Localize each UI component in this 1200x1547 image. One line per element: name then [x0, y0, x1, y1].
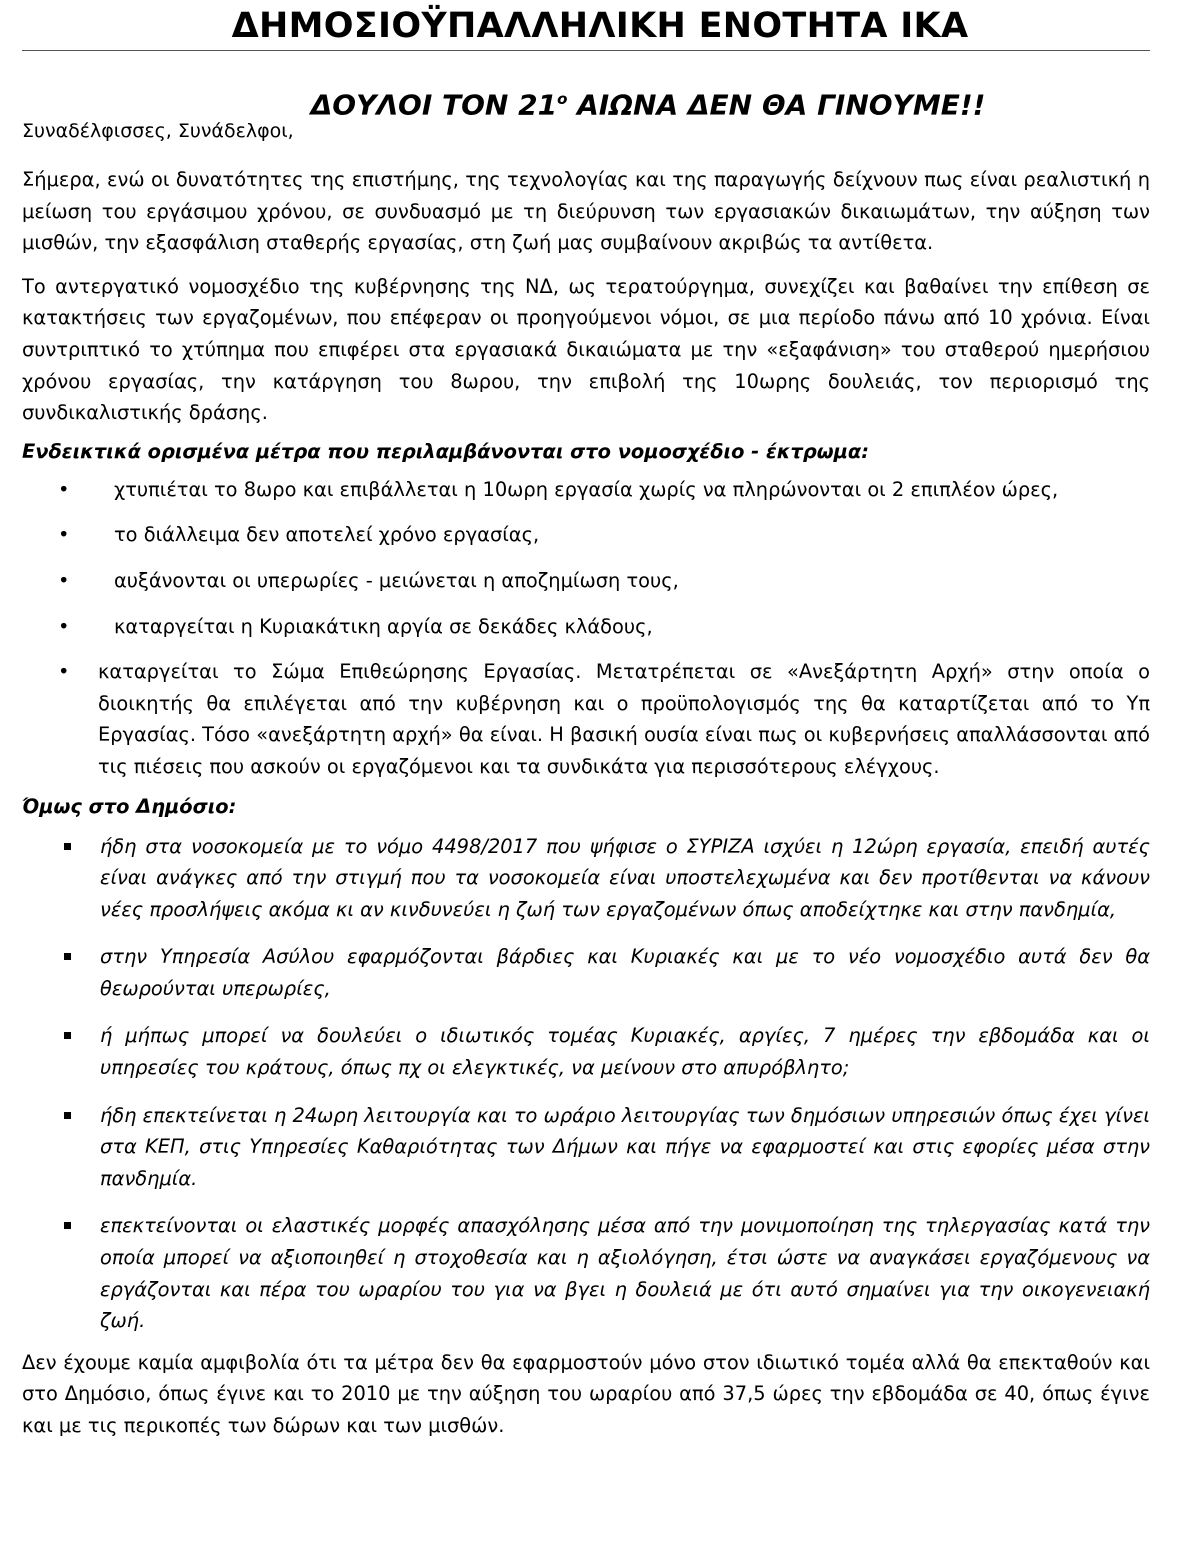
list-item: [22, 1020, 1150, 1083]
list-item-text: καταργείται η Κυριακάτικη αργία σε δεκάδες κλάδους,: [114, 614, 653, 638]
list-item: [22, 565, 1150, 597]
list-item-text: το διάλλειμα δεν αποτελεί χρόνο εργασίας,: [114, 523, 540, 547]
list-item-text: ήδη στα νοσοκομεία με το νόμο 4498/2017 που ψήφισε ο ΣΥΡΙΖΑ ισχύει η 12ώρη εργασία, επειδή αυτές είναι ανάγκες από την στιγμή που τα νοσοκομεία είναι υποστελεχωμένα και δεν προτίθενται να κάνουν νέες προσλήψεις ακόμα κι αν κινδυνεύει η ζωή των εργαζομένων όπως αποδείχτηκε και στην πανδημία,: [100, 834, 1150, 921]
public-sector-list: [22, 831, 1150, 1337]
bullet-icon: •: [58, 477, 70, 501]
headline-text-start: ΔΟΥΛΟΙ ΤΟΝ 21: [310, 88, 558, 122]
intro-paragraph: Σήμερα, ενώ οι δυνατότητες της επιστήμης, της τεχνολογίας και της παραγωγής δείχνουν πως είναι ρεαλιστική η μείωση του εργάσιμου χρόνου, σε συνδυασμό με τη διεύρυνση των εργασιακών δικαιωμάτων, την αύξηση των μισθών, την εξασφάλιση σταθερής εργασίας, στη ζωή μας συμβαίνουν ακριβώς τα αντίθετα.: [22, 168, 1150, 255]
list-item-text: αυξάνονται οι υπερωρίες - μειώνεται η αποζημίωση τους,: [114, 568, 679, 592]
square-bullet-icon: [64, 1222, 71, 1229]
measures-list: [22, 474, 1150, 783]
bullet-icon: •: [58, 660, 70, 684]
list-item: [22, 611, 1150, 643]
headline-text-end: ΑΙΩΝΑ ΔΕΝ ΘΑ ΓΙΝΟΥΜΕ!!: [567, 88, 986, 122]
list-item-text: επεκτείνονται οι ελαστικές μορφές απασχόλησης μέσα από την μονιμοποίηση της τηλεργασίας κατά την οποία μπορεί να αξιοποιηθεί η στοχοθεσία και η αξιολόγηση, έτσι ώστε να αναγκάσει εργαζόμενους να εργάζονται και πέρα του ωραρίου του για να βγει η δουλειά με ότι αυτό σημαίνει για την οικογενειακή ζωή.: [100, 1214, 1150, 1333]
list-item: [22, 474, 1150, 506]
bullet-icon: •: [58, 523, 70, 547]
bullet-icon: •: [58, 568, 70, 592]
square-bullet-icon: [64, 843, 71, 850]
square-bullet-icon: [64, 1032, 71, 1039]
list-item: [22, 1100, 1150, 1195]
public-sector-heading: Όμως στο Δημόσιο:: [22, 794, 237, 818]
headline: [22, 51, 1150, 122]
bullet-icon: •: [58, 614, 70, 638]
list-item-text: ήδη επεκτείνεται η 24ωρη λειτουργία και το ωράριο λειτουργίας των δημόσιων υπηρεσιών όπως έχει γίνει στα ΚΕΠ, στις Υπηρεσίες Καθαριότητας των Δήμων και πήγε να εφαρμοστεί και στις εφορίες μέσα στην πανδημία.: [100, 1103, 1150, 1190]
list-item-text: ή μήπως μπορεί να δουλεύει ο ιδιωτικός τομέας Κυριακές, αργίες, 7 ημέρες την εβδομάδα και οι υπηρεσίες του κράτους, όπως πχ οι ελεγκτικές, να μείνουν στο απυρόβλητο;: [100, 1024, 1150, 1080]
list-item: [22, 1210, 1150, 1336]
list-item-text: χτυπιέται το 8ωρο και επιβάλλεται η 10ωρη εργασία χωρίς να πληρώνονται οι 2 επιπλέον ώρες,: [114, 477, 1059, 501]
square-bullet-icon: [64, 953, 71, 960]
greeting: Συναδέλφισσες, Συνάδελφοι,: [22, 120, 294, 142]
closing-paragraph: Δεν έχουμε καμία αμφιβολία ότι τα μέτρα δεν θα εφαρμοστούν μόνο στον ιδιωτικό τομέα αλλά θα επεκταθούν και στο Δημόσιο, όπως έγινε και το 2010 με την αύξηση του ωραρίου από 37,5 ώρες την εβδομάδα σε 40, όπως έγινε και με τις περικοπές των δώρων και των μισθών.: [22, 1350, 1150, 1437]
list-item: [22, 656, 1150, 782]
bill-paragraph: Το αντεργατικό νομοσχέδιο της κυβέρνησης της ΝΔ, ως τερατούργημα, συνεχίζει και βαθαίνει την επίθεση σε κατακτήσεις των εργαζομένων, που επέφεραν οι προηγούμενοι νόμοι, σε μια περίοδο πάνω από 10 χρόνια. Είναι συντριπτικό το χτύπημα που επιφέρει στα εργασιακά δικαιώματα με την «εξαφάνιση» του σταθερού ημερήσιου χρόνου εργασίας, την κατάργηση του 8ωρου, την επιβολή της 10ωρης δουλειάς, τον περιορισμό της συνδικαλιστικής δράσης.: [22, 274, 1150, 425]
list-item-text: καταργείται το Σώμα Επιθεώρησης Εργασίας. Μετατρέπεται σε «Ανεξάρτητη Αρχή» στην οποία ο διοικητής θα επιλέγεται από την κυβέρνηση και ο προϋπολογισμός της θα καταρτίζεται από το Υπ Εργασίας. Τόσο «ανεξάρτητη αρχή» θα είναι. Η βασική ουσία είναι πως οι κυβερνήσεις απαλλάσσονται από τις πιέσεις που ασκούν οι εργαζόμενοι και τα συνδικάτα για περισσότερους ελέγχους.: [98, 660, 1150, 778]
list-item-text: στην Υπηρεσία Ασύλου εφαρμόζονται βάρδιες και Κυριακές και με το νέο νομοσχέδιο αυτά δεν θα θεωρούνται υπερωρίες,: [100, 945, 1150, 1000]
document-page: [22, 0, 1150, 1442]
headline-superscript: ο: [557, 90, 568, 108]
square-bullet-icon: [64, 1112, 71, 1119]
list-item: [22, 941, 1150, 1004]
list-item: [22, 519, 1150, 551]
measures-heading: Ενδεικτικά ορισμένα μέτρα που περιλαμβάνονται στο νομοσχέδιο - έκτρωμα:: [22, 439, 869, 463]
organization-title: ΔΗΜΟΣΙΟΫΠΑΛΛΗΛΙΚΗ ΕΝΟΤΗΤΑ ΙΚΑ: [231, 6, 969, 46]
list-item: [22, 831, 1150, 926]
